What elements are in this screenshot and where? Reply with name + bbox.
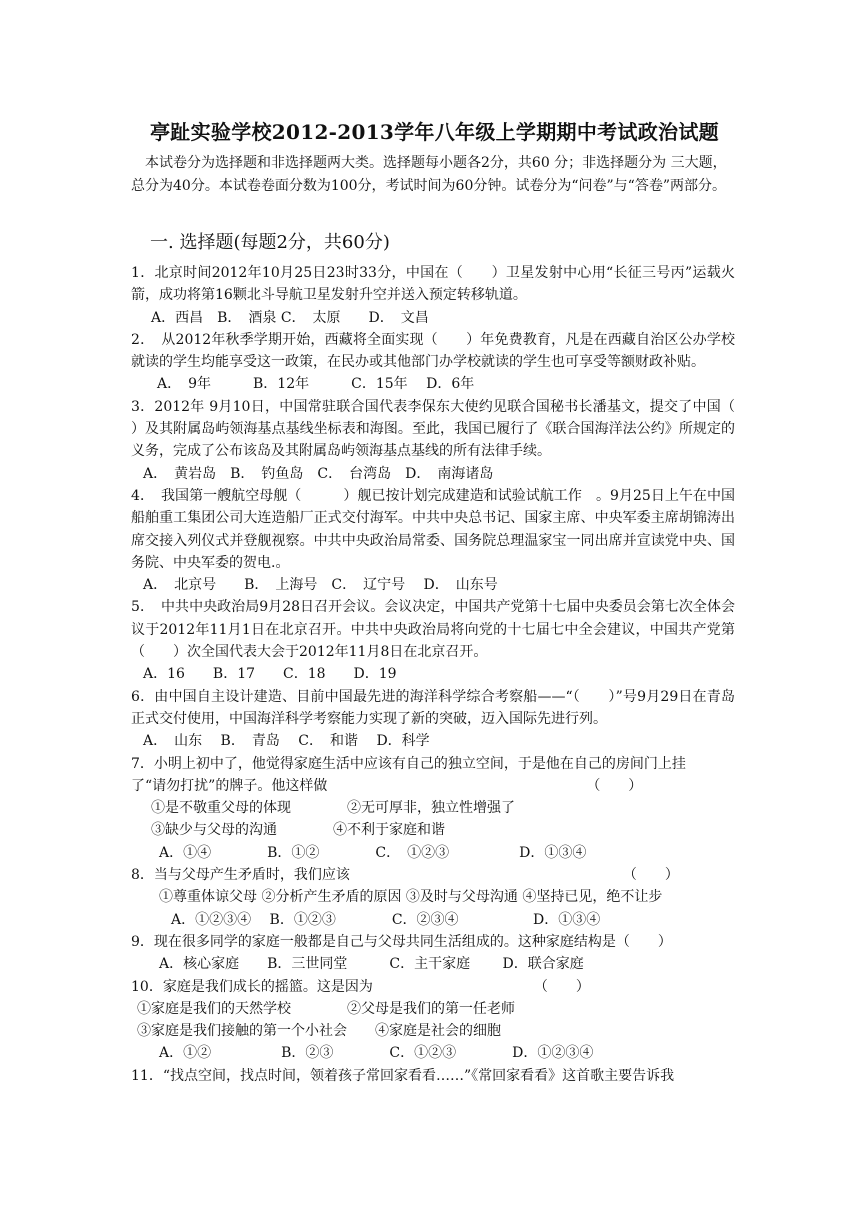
- statement-line: ③家庭是我们接触的第一个小社会 ④家庭是社会的细胞: [137, 1023, 501, 1040]
- page-title: 亭趾实验学校2012-2013学年八年级上学期期中考试政治试题: [150, 120, 719, 144]
- question-5: [131, 596, 735, 685]
- statement-line: ①是不敬重父母的体现 ②无可厚非，独立性增强了: [151, 800, 515, 817]
- question-7: [131, 753, 735, 864]
- question-10: [131, 976, 735, 1065]
- question-8: [131, 864, 735, 931]
- question-options: A． 黄岩岛 B． 钓鱼岛 C． 台湾岛 D． 南海诸岛: [143, 465, 494, 482]
- question-options: A． 9年 B．12年 C．15年 D．6年: [157, 376, 475, 393]
- question-text: 8．当与父母产生矛盾时，我们应该 （ ）: [131, 867, 679, 884]
- question-text: 1．北京时间2012年10月25日23时33分，中国在（ ）卫星发射中心用“长征三号丙”运载火箭，成功将第16颗北斗导航卫星发射升空并送入预定转移轨道。: [131, 265, 735, 304]
- question-options: A．西昌 B． 酒泉 C． 太原 D． 文昌: [151, 309, 429, 326]
- question-options: A．核心家庭 B．三世同堂 C．主干家庭 D．联合家庭: [159, 956, 584, 973]
- question-options: A． 北京号 B． 上海号 C． 辽宁号 D． 山东号: [143, 577, 498, 594]
- question-text: 11．“找点空间，找点时间，领着孩子常回家看看……”《常回家看看》这首歌主要告诉我: [131, 1067, 675, 1084]
- question-1: [131, 262, 735, 329]
- question-11: [131, 1065, 735, 1087]
- question-text: 5． 中共中央政治局9月28日召开会议。会议决定，中国共产党第十七届中央委员会第七次全体会议于2012年11月1日在北京召开。中共中央政治局将向党的十七届七中全会建议，中国共产党第（ ）次全国代表大会于2012年11月8日在北京召开。: [131, 599, 735, 661]
- question-3: [131, 396, 754, 485]
- exam-instructions: [131, 152, 735, 198]
- statement-line: ③缺少与父母的沟通 ④不利于家庭和谐: [151, 822, 445, 839]
- question-options: A．①④ B．①② C． ①②③ D．①③④: [159, 844, 587, 861]
- question-text: 10．家庭是我们成长的摇篮。这是因为 （ ）: [131, 978, 590, 995]
- question-9: [131, 931, 735, 976]
- question-text-continued: 了“请勿打扰”的牌子。他这样做 （ ）: [131, 777, 643, 794]
- section-heading: 一. 选择题(每题2分，共60分): [150, 232, 390, 253]
- question-options: A．16 B．17 C．18 D．19: [143, 666, 397, 683]
- question-text: 7．小明上初中了，他觉得家庭生活中应该有自己的独立空间，于是他在自己的房间门上挂: [131, 755, 686, 772]
- statement-line: ①尊重体谅父母 ②分析产生矛盾的原因 ③及时与父母沟通 ④坚持已见，绝不让步: [159, 889, 663, 906]
- question-options: A．①② B．②③ C．①②③ D．①②③④: [159, 1045, 594, 1062]
- question-text: 4． 我国第一艘航空母舰（ ）舰已按计划完成建造和试验试航工作 。9月25日上午在中国船舶重工集团公司大连造船厂正式交付海军。中共中央总书记、国家主席、中央军委主席胡锦涛出席交接入列仪式并登舰视察。中共中央政治局常委、国务院总理温家宝一同出席并宣读党中央、国务院、中央军委的贺电.。: [131, 487, 735, 571]
- question-list: [131, 262, 754, 1087]
- question-text: 6．由中国自主设计建造、目前中国最先进的海洋科学综合考察船——“（ ）”号9月29日在青岛正式交付使用，中国海洋科学考察能力实现了新的突破，迈入国际先进行列。: [131, 688, 735, 727]
- question-options: A．①②③④ B．①②③ C．②③④ D．①③④: [171, 911, 601, 928]
- question-text: 3．2012年 9月10日，中国常驻联合国代表李保东大使约见联合国秘书长潘基文，提交了中国（ ）及其附属岛屿领海基点基线坐标表和海图。至此，我国已履行了《联合国海洋法公约》所规定的义务，完成了公布该岛及其附属岛屿领海基点基线的所有法律手续。: [131, 398, 754, 460]
- instructions-text: 本试卷分为选择题和非选择题两大类。选择题每小题各2分，共60 分；非选择题分为 三大题，总分为40分。本试卷卷面分数为100分，考试时间为60分钟。试卷分为“问卷”与“答卷”两部分。: [131, 155, 727, 194]
- statement-line: ①家庭是我们的天然学校 ②父母是我们的第一任老师: [137, 1000, 515, 1017]
- question-2: [131, 329, 735, 396]
- question-text: 2． 从2012年秋季学期开始，西藏将全面实现（ ）年免费教育，凡是在西藏自治区公办学校就读的学生均能享受这一政策，在民办或其他部门办学校就读的学生也可享受等额财政补贴。: [131, 331, 735, 371]
- question-6: [131, 686, 735, 753]
- question-4: [131, 485, 735, 596]
- question-text: 9．现在很多同学的家庭一般都是自己与父母共同生活组成的。这种家庭结构是（ ）: [131, 933, 672, 950]
- question-options: A． 山东 B． 青岛 C． 和谐 D．科学: [143, 733, 430, 750]
